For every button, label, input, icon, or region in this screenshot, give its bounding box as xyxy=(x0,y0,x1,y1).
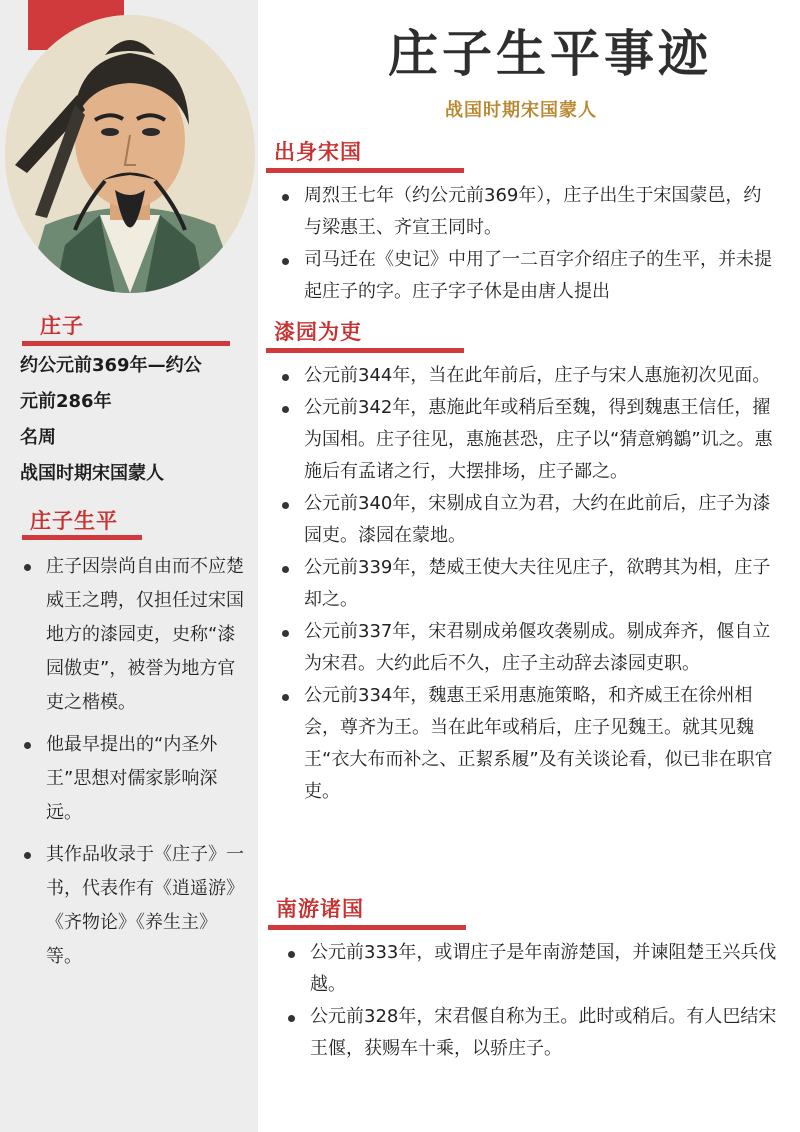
list-item: 公元前337年，宋君剔成弟偃攻袭剔成。剔成奔齐，偃自立为宋君。大约此后不久，庄子主动辞去漆园吏职。 xyxy=(276,616,776,680)
section-list-travels xyxy=(282,937,778,1065)
section-heading-birth: 出身宋国 xyxy=(274,140,362,164)
list-item: 公元前340年，宋剔成自立为君，大约在此前后，庄子为漆园吏。漆园在蒙地。 xyxy=(276,488,776,552)
profile-info xyxy=(20,348,250,492)
list-item: 公元前339年，楚威王使大夫往见庄子，欲聘其为相，庄子却之。 xyxy=(276,552,776,616)
bullet-icon xyxy=(24,742,31,749)
profile-line: 元前286年 xyxy=(20,391,112,412)
sidebar-life-list xyxy=(18,550,250,982)
bullet-icon xyxy=(282,630,289,637)
bullet-icon xyxy=(24,564,31,571)
section-heading-official: 漆园为吏 xyxy=(274,320,362,344)
profile-line: 约公元前369年—约公 xyxy=(20,355,202,376)
sidebar-life-heading: 庄子生平 xyxy=(30,509,118,533)
bullet-icon xyxy=(282,374,289,381)
bullet-icon xyxy=(282,406,289,413)
section-rule xyxy=(266,348,464,353)
list-item: 司马迁在《史记》中用了一二百字介绍庄子的生平，并未提起庄子的字。庄子字子休是由唐人提出 xyxy=(276,244,776,308)
list-item: 公元前342年，惠施此年或稍后至魏，得到魏惠王信任，擢为国相。庄子往见，惠施甚恐，庄子以“猜意鹓鶵”讥之。惠施后有孟诸之行，大摆排场，庄子鄙之。 xyxy=(276,392,776,488)
list-item: 公元前334年，魏惠王采用惠施策略，和齐威王在徐州相会，尊齐为王。当在此年或稍后，庄子见魏王。就其见魏王“衣大布而补之、正絜系履”及有关谈论看，似已非在职官吏。 xyxy=(276,680,776,808)
list-item: 他最早提出的“内圣外王”思想对儒家影响深远。 xyxy=(18,728,250,830)
page-title: 庄子生平事迹 xyxy=(388,25,712,83)
list-item: 公元前333年，或谓庄子是年南游楚国，并谏阻楚王兴兵伐越。 xyxy=(282,937,778,1001)
list-item: 庄子因崇尚自由而不应楚威王之聘，仅担任过宋国地方的漆园吏，史称“漆园傲吏”，被誉为地方官吏之楷模。 xyxy=(18,550,250,720)
sidebar-life-rule xyxy=(22,535,142,540)
section-rule xyxy=(268,925,466,930)
list-item: 公元前328年，宋君偃自称为王。此时或稍后。有人巴结宋王偃，获赐车十乘，以骄庄子。 xyxy=(282,1001,778,1065)
section-rule xyxy=(266,168,464,173)
page-subtitle: 战国时期宋国蒙人 xyxy=(445,100,597,121)
bullet-icon xyxy=(282,502,289,509)
zhuangzi-portrait xyxy=(5,15,255,293)
bullet-icon xyxy=(282,194,289,201)
section-heading-travels: 南游诸国 xyxy=(276,897,364,921)
list-item: 公元前344年，当在此年前后，庄子与宋人惠施初次见面。 xyxy=(276,360,776,392)
bullet-icon xyxy=(288,1015,295,1022)
list-item: 周烈王七年（约公元前369年），庄子出生于宋国蒙邑，约与梁惠王、齐宣王同时。 xyxy=(276,180,776,244)
bullet-icon xyxy=(24,852,31,859)
section-list-official xyxy=(276,360,776,808)
bullet-icon xyxy=(282,258,289,265)
bullet-icon xyxy=(288,951,295,958)
profile-line: 战国时期宋国蒙人 xyxy=(20,463,164,484)
bullet-icon xyxy=(282,694,289,701)
profile-line: 名周 xyxy=(20,427,56,448)
sidebar-name-rule xyxy=(22,341,230,346)
list-item: 其作品收录于《庄子》一书，代表作有《逍遥游》《齐物论》《养生主》等。 xyxy=(18,838,250,974)
section-list-birth xyxy=(276,180,776,308)
bullet-icon xyxy=(282,566,289,573)
sidebar-name-heading: 庄子 xyxy=(40,314,84,338)
